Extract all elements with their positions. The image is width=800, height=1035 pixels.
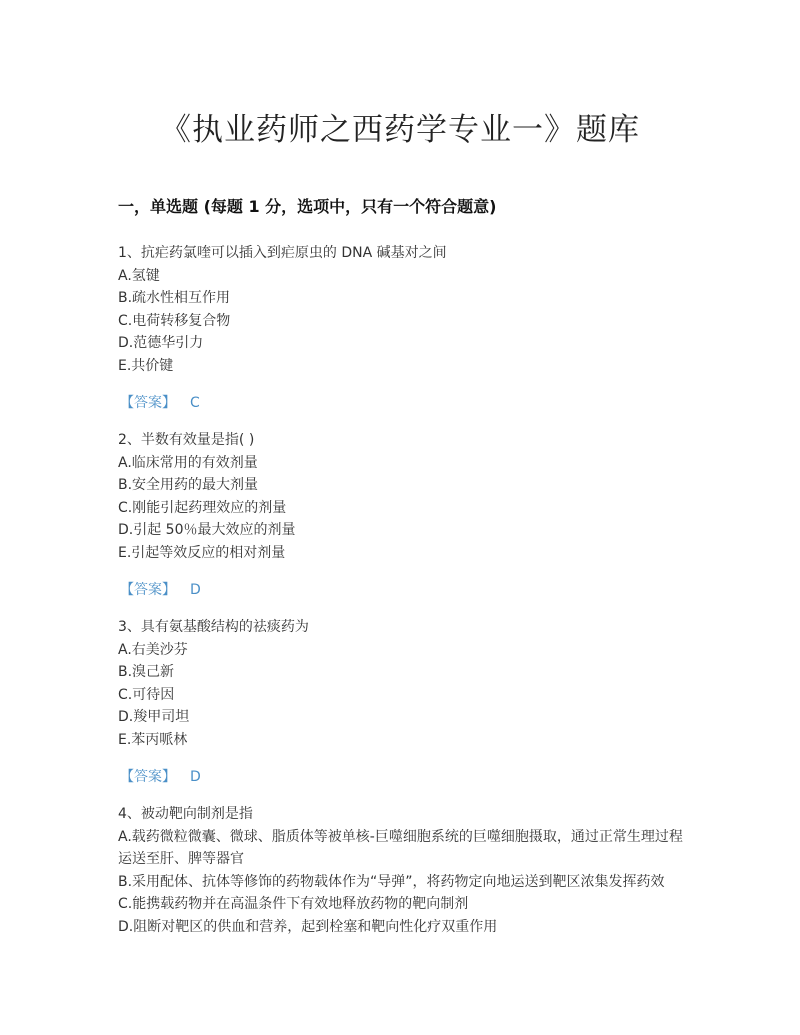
option-a: A.氢键 xyxy=(118,267,160,284)
option-d: D.范德华引力 xyxy=(118,335,204,351)
answer-value: D xyxy=(190,582,201,598)
question-3 xyxy=(118,616,688,788)
option-a: A.右美沙芬 xyxy=(118,641,188,658)
answer-label: 【答案】 xyxy=(120,395,176,411)
option-e: E.引起等效反应的相对剂量 xyxy=(118,544,286,561)
question-stem: 2、半数有效量是指( ) xyxy=(118,432,255,448)
answer-label: 【答案】 xyxy=(120,769,176,785)
document-title: 《执业药师之西药学专业一》题库 xyxy=(160,112,640,148)
answer-value: C xyxy=(190,395,200,411)
option-d: D.羧甲司坦 xyxy=(118,709,190,725)
option-e: E.共价键 xyxy=(118,357,174,374)
answer-value: D xyxy=(190,769,201,785)
option-b: B.安全用药的最大剂量 xyxy=(118,477,259,493)
option-c: C.可待因 xyxy=(118,686,175,703)
option-b: B.采用配体、抗体等修饰的药物载体作为“导弹”，将药物定向地运送到靶区浓集发挥药效 xyxy=(118,873,665,890)
answer-row xyxy=(118,579,688,601)
option-b: B.溴己新 xyxy=(118,664,175,680)
question-4 xyxy=(118,803,688,938)
option-e: E.苯丙哌林 xyxy=(118,731,188,748)
option-c: C.刚能引起药理效应的剂量 xyxy=(118,499,287,516)
option-list xyxy=(118,452,688,565)
option-d: D.引起 50％最大效应的剂量 xyxy=(118,522,296,538)
option-list xyxy=(118,826,688,939)
question-stem: 3、具有氨基酸结构的祛痰药为 xyxy=(118,619,309,635)
section-heading: 一，单选题 (每题 1 分，选项中，只有一个符合题意) xyxy=(118,197,497,216)
option-a: A.载药微粒微囊、微球、脂质体等被单核-巨噬细胞系统的巨噬细胞摄取，通过正常生理过程运送至肝、脾等器官 xyxy=(118,828,683,867)
question-list xyxy=(118,242,688,938)
option-c: C.电荷转移复合物 xyxy=(118,312,231,329)
option-list xyxy=(118,639,688,752)
option-b: B.疏水性相互作用 xyxy=(118,290,231,306)
option-c: C.能携载药物并在高温条件下有效地释放药物的靶向制剂 xyxy=(118,896,469,912)
question-1 xyxy=(118,242,688,414)
question-stem: 1、抗疟药氯喹可以插入到疟原虫的 DNA 碱基对之间 xyxy=(118,245,447,261)
option-d: D.阻断对靶区的供血和营养，起到栓塞和靶向性化疗双重作用 xyxy=(118,918,498,935)
answer-row xyxy=(118,766,688,788)
question-2 xyxy=(118,429,688,601)
option-a: A.临床常用的有效剂量 xyxy=(118,454,258,471)
answer-label: 【答案】 xyxy=(120,582,176,598)
answer-row xyxy=(118,392,688,414)
question-stem: 4、被动靶向制剂是指 xyxy=(118,806,253,822)
option-list xyxy=(118,265,688,378)
